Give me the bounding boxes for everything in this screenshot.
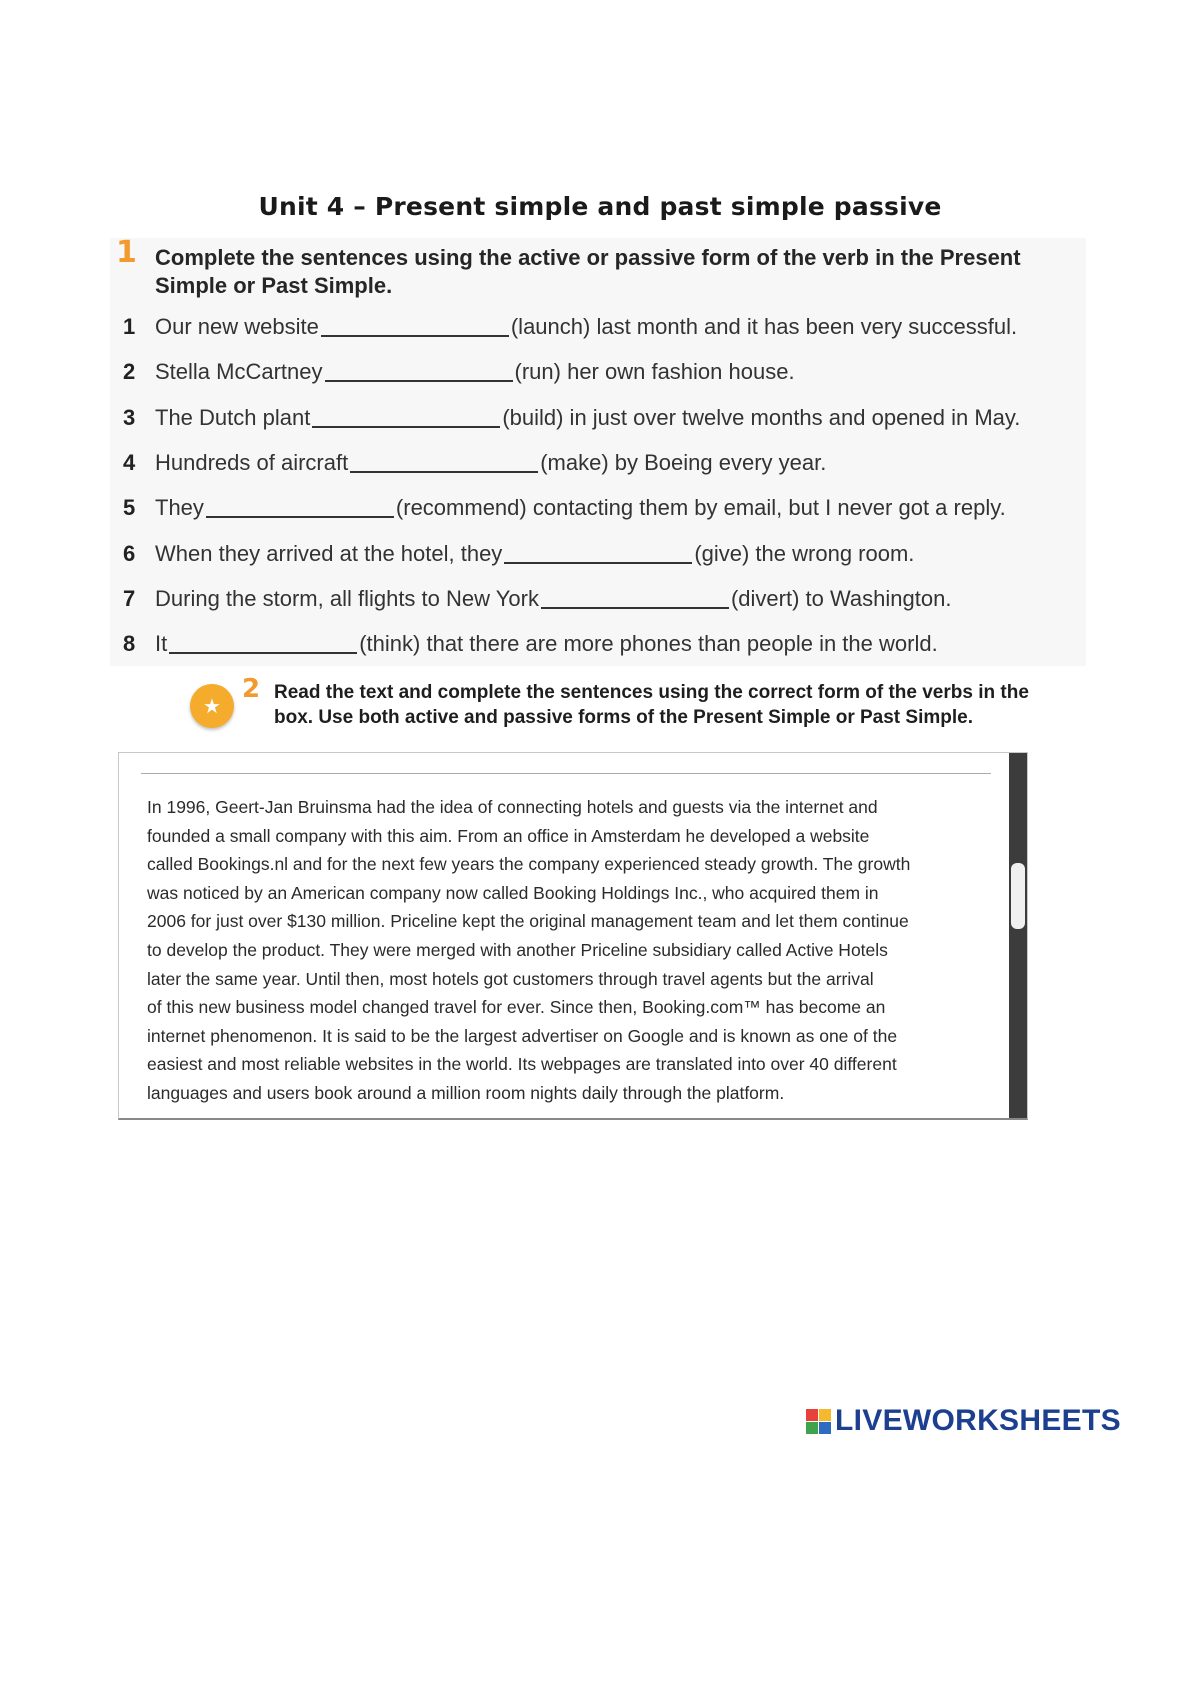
sentence-number: 1 bbox=[123, 314, 136, 339]
passage-line: called Bookings.nl and for the next few years the company experienced steady growth. The growth bbox=[147, 854, 911, 875]
sentence-text-after: (recommend) contacting them by email, but I never got a reply. bbox=[395, 495, 1006, 521]
sentence-text-after: (give) the wrong room. bbox=[694, 540, 915, 566]
logo-square bbox=[806, 1422, 818, 1434]
sentence-text-before: Stella McCartney bbox=[155, 359, 323, 385]
passage-line: 2006 for just over $130 million. Priceline kept the original management team and let them continue bbox=[147, 911, 909, 932]
passage-line: to develop the product. They were merged with another Priceline subsidiary called Active Hotels bbox=[147, 939, 888, 960]
sentence-text-before: The Dutch plant bbox=[155, 404, 311, 430]
exercise-instruction: Read the text and complete the sentences using the correct form of the verbs in the box. Use both active and passive forms of the Present Simple or Past Simple. bbox=[274, 682, 1029, 728]
passage-line: languages and users book around a million room nights daily through the platform. bbox=[147, 1082, 785, 1103]
sentence-text-before: When they arrived at the hotel, they bbox=[155, 540, 503, 566]
star-icon: ★ bbox=[190, 684, 234, 728]
reading-passage bbox=[147, 793, 997, 1108]
sentence-text-before: It bbox=[155, 631, 168, 657]
sentence-text-after: (think) that there are more phones than people in the world. bbox=[359, 631, 938, 657]
logo-square bbox=[819, 1409, 831, 1421]
passage-line: later the same year. Until then, most hotels got customers through travel agents but the arrival bbox=[147, 968, 874, 989]
sentence-number: 3 bbox=[123, 404, 136, 430]
sentence-text-after: (run) her own fashion house. bbox=[514, 359, 795, 385]
answer-blank[interactable] bbox=[504, 562, 692, 564]
logo-mark-icon bbox=[806, 1409, 831, 1434]
sentence-number: 2 bbox=[123, 359, 136, 385]
sentence-number: 8 bbox=[123, 631, 136, 657]
liveworksheets-logo bbox=[806, 1404, 1121, 1438]
passage-line: internet phenomenon. It is said to be the largest advertiser on Google and is known as one of the bbox=[147, 1025, 898, 1046]
answer-blank[interactable] bbox=[325, 380, 513, 382]
passage-line: In 1996, Geert-Jan Bruinsma had the idea of connecting hotels and guests via the internet and bbox=[147, 797, 878, 817]
scrollbar[interactable] bbox=[1009, 753, 1027, 1118]
exercise-1 bbox=[110, 235, 1086, 666]
divider bbox=[141, 773, 991, 774]
answer-blank[interactable] bbox=[350, 471, 538, 473]
logo-square bbox=[806, 1409, 818, 1421]
answer-blank[interactable] bbox=[206, 516, 394, 518]
sentence-row bbox=[123, 355, 1083, 389]
exercise-2-header bbox=[190, 676, 1050, 748]
sentence-text-after: (launch) last month and it has been very successful. bbox=[510, 314, 1018, 339]
sentence-text-before: They bbox=[155, 495, 204, 521]
sentence-text-before: Hundreds of aircraft bbox=[155, 449, 349, 475]
sentence-number: 7 bbox=[123, 585, 136, 611]
exercise-instruction: Complete the sentences using the active or passive form of the verb in the Present Simple or Past Simple. bbox=[155, 245, 1021, 298]
passage-line: of this new business model changed travel for ever. Since then, Booking.com™ has become an bbox=[147, 997, 886, 1018]
sentence-text-before: During the storm, all flights to New York bbox=[155, 585, 539, 611]
page-title: Unit 4 – Present simple and past simple passive bbox=[258, 192, 942, 221]
answer-blank[interactable] bbox=[541, 607, 729, 609]
sentence-row bbox=[123, 401, 1083, 435]
reading-passage-box bbox=[118, 752, 1028, 1120]
logo-square bbox=[819, 1422, 831, 1434]
exercise-number: 1 bbox=[116, 235, 137, 270]
sentence-row bbox=[123, 491, 1083, 525]
sentence-row bbox=[123, 582, 1083, 616]
sentence-row bbox=[123, 537, 1083, 571]
exercise-number: 2 bbox=[242, 674, 261, 704]
answer-blank[interactable] bbox=[312, 426, 500, 428]
answer-blank[interactable] bbox=[321, 335, 509, 337]
sentence-number: 6 bbox=[123, 540, 136, 566]
passage-line: founded a small company with this aim. From an office in Amsterdam he developed a website bbox=[147, 825, 870, 846]
sentence-row bbox=[123, 627, 1083, 661]
sentence-text-after: (divert) to Washington. bbox=[730, 585, 952, 611]
scrollbar-thumb[interactable] bbox=[1011, 863, 1025, 929]
sentence-row bbox=[123, 446, 1083, 480]
passage-line: easiest and most reliable websites in the world. Its webpages are translated into over 40 different bbox=[147, 1054, 897, 1075]
passage-line: was noticed by an American company now called Booking Holdings Inc., who acquired them in bbox=[147, 882, 879, 903]
sentence-number: 4 bbox=[123, 449, 136, 475]
sentence-text-before: Our new website bbox=[155, 314, 319, 339]
answer-blank[interactable] bbox=[169, 652, 357, 654]
sentence-row bbox=[123, 310, 1083, 344]
sentence-text-after: (make) by Boeing every year. bbox=[540, 449, 827, 475]
sentence-text-after: (build) in just over twelve months and opened in May. bbox=[502, 404, 1021, 430]
sentence-number: 5 bbox=[123, 495, 136, 521]
logo-text: LIVEWORKSHEETS bbox=[835, 1404, 1121, 1437]
